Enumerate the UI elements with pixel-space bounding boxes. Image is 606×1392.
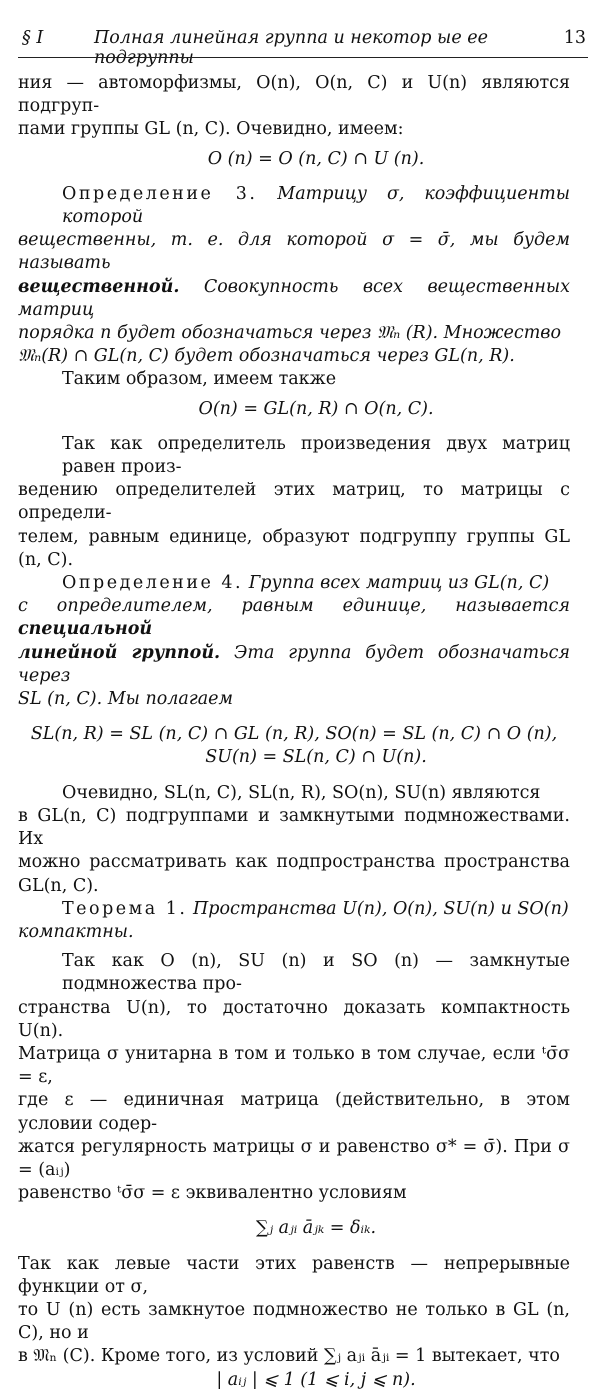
term-bold: вещественной. [18,276,180,297]
text-line [18,276,570,322]
page-body [18,72,570,1392]
text-line [18,642,570,688]
theorem-label: Теорема 1. [62,898,188,919]
formula-su: SU(n) = SL(n, C) ∩ U(n). [205,747,427,768]
running-header [22,28,586,68]
formula-o-n: O (n) = O (n, C) ∩ U (n). [207,148,425,169]
text-line: Так как определитель произведения двух матриц равен произ- [62,433,570,478]
text-line: 𝔐ₙ(R) ∩ GL(n, C) будет обозначаться через GL(n, R). [18,346,515,367]
text-line: Так как O (n), SU (n) и SO (n) — замкнутые подмножества про- [62,951,570,995]
text-line: ния — автоморфизмы, O(n), O(n, C) и U(n) являются подгруп- [18,73,570,117]
running-title: Полная линейная группа и некотор ые ее подгруппы [94,28,488,68]
text-line: вещественны, т. е. для которой σ = σ̄, мы будем называть [18,230,570,274]
text-line: компактны. [18,921,134,942]
text-line: телем, равным единице, образуют подгруппу группы GL (n, C). [18,526,570,570]
text-span: Пространства U(n), O(n), SU(n) и SO(n) [193,898,569,919]
text-line: можно рассматривать как подпространства пространства GL(n, C). [18,852,570,896]
text-line: SL (n, C). Мы полагаем [18,689,233,710]
text-span: Совокупность всех вещественных матриц [18,276,570,320]
term-bold: специальной [18,619,153,640]
text-line: ведению определителей этих матриц, то матрицы с определи- [18,480,570,524]
text-line: то U (n) есть замкнутое подмножество не только в GL (n, C), но и [18,1299,570,1344]
text-line: где ε — единичная матрица (действительно, в этом условии содер- [18,1090,570,1134]
text-line: равенство ᵗσ̄σ = ε эквивалентно условиям [18,1183,407,1204]
header-rule [18,57,588,58]
text-span: с определителем, равным единице, называется [18,596,570,617]
text-line: порядка n будет обозначаться через 𝔐ₙ (R). Множество [18,323,562,344]
text-line: жатся регулярность матрицы σ и равенство σ* = σ̄). При σ = (aᵢⱼ) [18,1136,570,1180]
formula-sum-delta: ∑ⱼ aⱼᵢ āⱼₖ = δᵢₖ. [255,1218,377,1239]
text-line: Матрица σ унитарна в том и только в том случае, если ᵗσ̄σ = ε, [18,1043,570,1088]
text-line: Так как левые части этих равенств — непрерывные функции от σ, [18,1253,570,1297]
text-span: Эта группа будет обозначаться через [18,642,570,686]
text-line: в 𝔐ₙ (C). Кроме того, из условий ∑ⱼ aⱼᵢ āⱼᵢ = 1 вытекает, что [18,1346,560,1367]
term-bold: линейной группой. [18,642,221,663]
theorem-1 [62,898,570,921]
page-number: 13 [563,28,586,48]
text-line [18,595,570,641]
formula-bound: | aᵢⱼ | ⩽ 1 (1 ⩽ i, j ⩽ n). [216,1369,416,1390]
text-span: Матрицу σ, коэффициенты которой [62,183,570,228]
formula-o-gl: O(n) = GL(n, R) ∩ O(n, C). [198,398,434,419]
text-line: Таким образом, имеем также [62,369,337,390]
definition-3 [62,183,570,229]
text-line: Очевидно, SL(n, C), SL(n, R), SO(n), SU(n) являются [62,782,541,803]
text-line: в GL(n, C) подгруппами и замкнутыми подмножествами. Их [18,805,570,850]
section-mark: § I [22,28,44,48]
text-span: Группа всех матриц из GL(n, C) [248,573,550,594]
definition-label: Определение 3. [62,183,258,204]
definition-4 [62,572,570,595]
definition-label: Определение 4. [62,573,244,594]
text-line: странства U(n), то достаточно доказать компактность U(n). [18,997,570,1041]
formula-sl: SL(n, R) = SL (n, C) ∩ GL (n, R), SO(n) = SL (n, C) ∩ O (n), [30,724,558,745]
text-line: пами группы GL (n, C). Очевидно, имеем: [18,119,404,140]
